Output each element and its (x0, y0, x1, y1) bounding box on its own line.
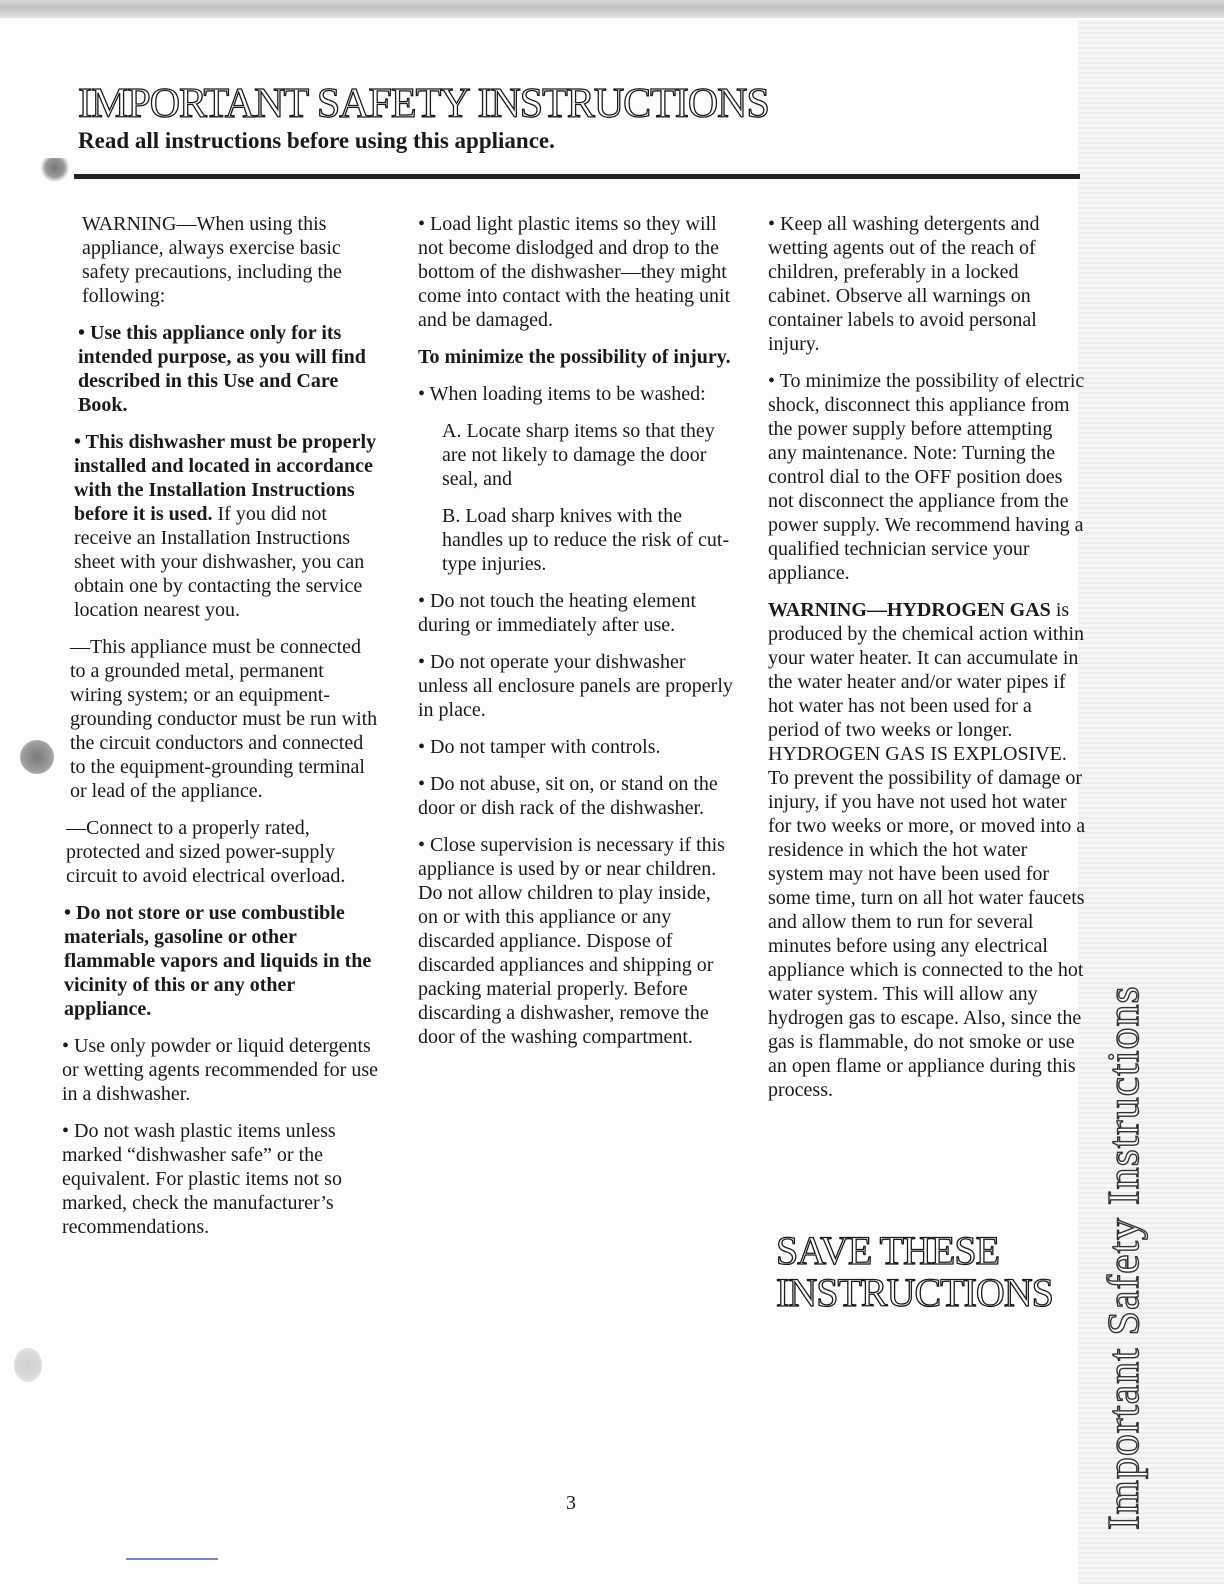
page-number: 3 (566, 1492, 576, 1514)
instruction-item: • This dishwasher must be properly installed and located in accordance with the Installation Instructions before it is used. If you did not receive an Installation Instructions sheet with your dishwasher, you can obtain one by contacting the service location nearest you. (74, 431, 377, 621)
instruction-item: —Connect to a properly rated, protected and sized power-supply circuit to avoid electrical overload. (66, 817, 346, 887)
punch-hole (20, 740, 54, 774)
instruction-item: • Use this appliance only for its intended purpose, as you will find described in this Use and Care Book. (78, 322, 366, 416)
instruction-item: • Use only powder or liquid detergents or wetting agents recommended for use in a dishwasher. (62, 1035, 379, 1105)
instruction-item: • Close supervision is necessary if this appliance is used by or near children. Do not allow children to play inside, on or with this appliance or any discarded appliance. Dispose of discarded appliances and shipping or packing material properly. Before discarding a dishwasher, remove the door of the washing compartment. (418, 834, 725, 1048)
warning-lead: WARNING (82, 213, 177, 235)
punch-hole (14, 1348, 42, 1382)
column-2 (418, 212, 734, 1062)
instruction-item: • To minimize the possibility of electric shock, disconnect this appliance from the power supply before attempting any maintenance. Note: Turning the control dial to the OFF position does not disconnect the appliance from the power supply. We recommend having a qualified technician service your appliance. (768, 370, 1085, 584)
instruction-item: • Do not wash plastic items unless marked “dishwasher safe” or the equivalent. For plastic items not so marked, check the manufacturer’s recommendations. (62, 1120, 342, 1238)
header-rule (74, 174, 1080, 179)
sub-item: B. Load sharp knives with the handles up to reduce the risk of cut-type injuries. (442, 505, 730, 575)
scan-mark (126, 1558, 218, 1560)
instruction-item: —This appliance must be connected to a grounded metal, permanent wiring system; or an equipment-grounding conductor must be run with the circuit conductors and connected to the equipment-grounding terminal or lead of the appliance. (70, 636, 378, 802)
rule-mark-icon (40, 158, 70, 182)
instruction-item: • When loading items to be washed: (418, 383, 706, 405)
hydrogen-warning: WARNING—HYDROGEN GAS is produced by the chemical action within your water heater. It can accumulate in the water heater and/or water pipes if hot water has not been used for a period of two weeks or longer. HYDROGEN GAS IS EXPLOSIVE. To prevent the possibility of damage or injury, if you have not used hot water for two weeks or more, or moved into a residence in which the hot water system may not have been used for some time, turn on all hot water faucets and allow them to run for several minutes before using any electrical appliance which is connected to the hot water system. This will allow any hydrogen gas to escape. Also, since the gas is flammable, do not smoke or use an open flame or appliance during this process. (768, 599, 1086, 1101)
instruction-item: • Do not operate your dishwasher unless all enclosure panels are properly in place. (418, 651, 733, 721)
save-instructions-heading: SAVE THESE INSTRUCTIONS (776, 1228, 1053, 1315)
column-3 (768, 212, 1086, 1115)
instruction-item: • Do not abuse, sit on, or stand on the door or dish rack of the dishwasher. (418, 773, 718, 819)
sub-item: A. Locate sharp items so that they are not likely to damage the door seal, and (442, 420, 715, 490)
instruction-item: • Do not touch the heating element during or immediately after use. (418, 590, 697, 636)
section-heading: To minimize the possibility of injury. (418, 346, 731, 368)
page-subtitle: Read all instructions before using this appliance. (78, 128, 555, 153)
warning-paragraph: WARNING—When using this appliance, always exercise basic safety precautions, including the following: (82, 213, 342, 307)
instruction-item: • Do not tamper with controls. (418, 736, 661, 758)
instruction-item: • Do not store or use combustible materials, gasoline or other flammable vapors and liquids in the vicinity of this or any other appliance. (64, 902, 372, 1020)
column-1 (62, 212, 380, 1252)
instruction-item: • Load light plastic items so they will not become dislodged and drop to the bottom of the dishwasher—they might come into contact with the heating unit and be damaged. (418, 213, 731, 331)
page-title: IMPORTANT SAFETY INSTRUCTIONS (78, 81, 769, 127)
side-tab-label: Important Safety Instructions (1099, 985, 1148, 1530)
hydrogen-warning-lead: WARNING—HYDROGEN GAS (768, 599, 1051, 621)
instruction-item: • Keep all washing detergents and wetting agents out of the reach of children, preferably in a locked cabinet. Observe all warnings on container labels to avoid personal injury. (768, 213, 1040, 355)
scan-top-edge (0, 0, 1224, 18)
